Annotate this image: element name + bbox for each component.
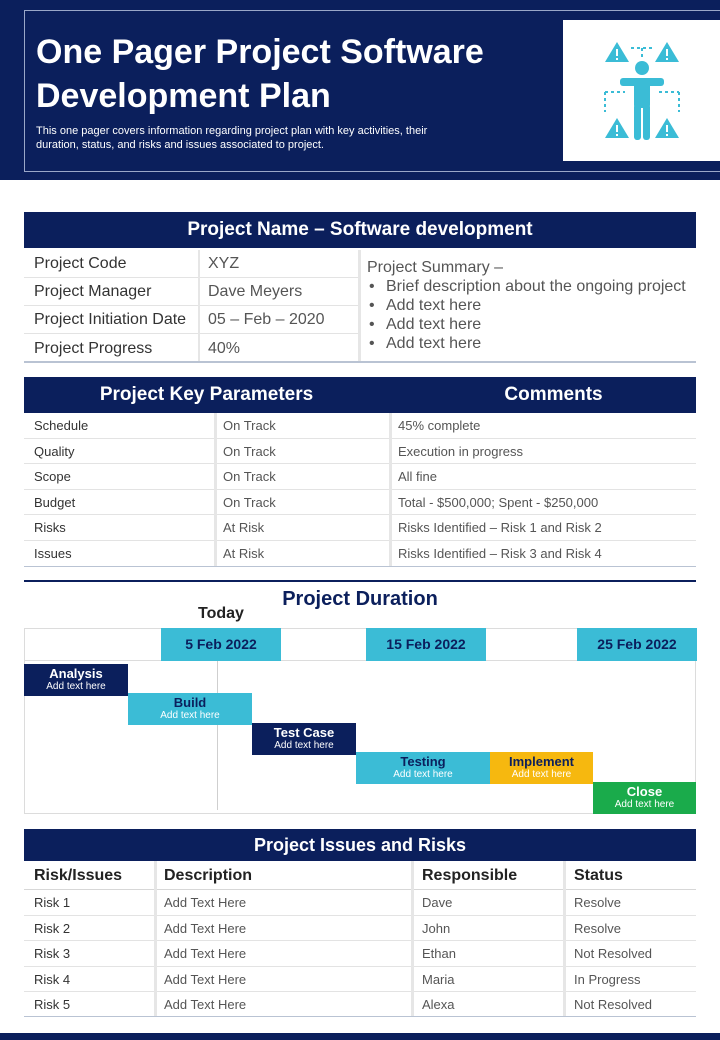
param-status: At Risk bbox=[223, 545, 265, 561]
param-comment: 45% complete bbox=[398, 418, 481, 433]
project-row bbox=[24, 306, 360, 334]
param-status: At Risk bbox=[223, 520, 265, 535]
table-row bbox=[24, 413, 696, 439]
risk-status: Resolve bbox=[574, 920, 621, 936]
project-row-value: Dave Meyers bbox=[208, 283, 303, 300]
project-summary-list bbox=[367, 277, 697, 353]
risk-status: Not Resolved bbox=[574, 997, 653, 1012]
logo-panel bbox=[563, 20, 720, 161]
duration-title: Project Duration bbox=[282, 588, 438, 610]
task-name: Testing bbox=[400, 754, 446, 769]
key-parameters-title: Project Key Parameters bbox=[99, 384, 314, 405]
divider bbox=[24, 566, 696, 567]
risk-description: Add Text Here bbox=[164, 895, 247, 910]
param-comment: All fine bbox=[398, 469, 438, 484]
column-divider bbox=[563, 861, 566, 1017]
risk-id: Risk 4 bbox=[34, 971, 71, 987]
column-header: Responsible bbox=[422, 867, 518, 884]
key-parameters-header bbox=[24, 377, 696, 413]
column-header: Risk/Issues bbox=[34, 867, 123, 884]
param-name: Schedule bbox=[34, 418, 89, 433]
column-divider bbox=[389, 413, 392, 567]
project-row bbox=[24, 335, 360, 363]
table-row bbox=[24, 541, 696, 567]
issues-risks-header: Project Issues and Risks bbox=[24, 829, 696, 861]
table-row bbox=[24, 464, 696, 490]
page-title: One Pager Project Software Development Plan bbox=[36, 33, 484, 115]
table-row bbox=[24, 992, 696, 1018]
divider bbox=[24, 361, 696, 363]
column-divider bbox=[411, 861, 414, 1017]
project-row-value: XYZ bbox=[208, 255, 240, 272]
task-note: Add text here bbox=[393, 769, 453, 780]
column-header: Description bbox=[164, 867, 253, 884]
today-marker bbox=[217, 660, 218, 810]
task-close bbox=[593, 782, 696, 814]
column-divider bbox=[358, 250, 361, 362]
task-note: Add text here bbox=[160, 710, 220, 721]
risk-id: Risk 2 bbox=[34, 920, 71, 936]
risk-responsible: Ethan bbox=[422, 946, 456, 961]
risk-id: Risk 5 bbox=[34, 997, 71, 1012]
project-summary bbox=[367, 258, 697, 353]
task-test-case bbox=[252, 723, 356, 755]
risk-description: Add Text Here bbox=[164, 946, 247, 961]
project-row bbox=[24, 278, 360, 306]
task-name: Test Case bbox=[273, 725, 335, 740]
task-name: Close bbox=[626, 784, 663, 799]
table-header bbox=[24, 861, 696, 890]
param-name: Risks bbox=[34, 520, 66, 535]
project-summary-title: Project Summary – bbox=[367, 259, 504, 276]
param-comment: Total - $500,000; Spent - $250,000 bbox=[398, 494, 599, 510]
risk-status: Resolve bbox=[574, 895, 621, 910]
risk-responsible: Dave bbox=[422, 895, 453, 910]
param-comment: Risks Identified – Risk 3 and Risk 4 bbox=[398, 545, 602, 561]
table-row bbox=[24, 941, 696, 967]
risk-id: Risk 1 bbox=[34, 895, 71, 910]
param-comment: Execution in progress bbox=[398, 443, 524, 459]
list-item: • Add text here bbox=[367, 296, 697, 315]
column-header: Status bbox=[574, 867, 623, 884]
table-row bbox=[24, 439, 696, 465]
page-subtitle: This one pager covers information regarding project plan with key activities, their duration, status, and risks and issues associated to project. bbox=[36, 125, 428, 151]
date-marker: 25 Feb 2022 bbox=[577, 628, 697, 661]
risk-status: Not Resolved bbox=[574, 946, 653, 961]
param-status: On Track bbox=[223, 469, 276, 484]
param-name: Issues bbox=[34, 545, 72, 561]
risk-id: Risk 3 bbox=[34, 946, 71, 961]
table-row bbox=[24, 916, 696, 942]
column-divider bbox=[154, 861, 157, 1017]
divider bbox=[24, 580, 696, 582]
task-note: Add text here bbox=[274, 740, 334, 751]
risk-responsible: Maria bbox=[422, 971, 455, 987]
risk-description: Add Text Here bbox=[164, 920, 247, 936]
param-status: On Track bbox=[223, 443, 276, 459]
list-item: • Add text here bbox=[367, 315, 697, 334]
risk-description: Add Text Here bbox=[164, 997, 247, 1012]
task-name: Implement bbox=[508, 754, 574, 769]
task-note: Add text here bbox=[46, 681, 106, 692]
risk-responsible: Alexa bbox=[422, 997, 455, 1012]
person-measurement-warning-icon bbox=[595, 38, 689, 144]
date-marker: 5 Feb 2022 bbox=[161, 628, 281, 661]
task-name: Build bbox=[173, 695, 207, 710]
list-item: • Add text here bbox=[367, 334, 697, 353]
table-row bbox=[24, 490, 696, 516]
project-row-label: Project Initiation Date bbox=[34, 311, 187, 328]
task-build bbox=[128, 693, 252, 725]
list-item: • Brief description about the ongoing project bbox=[367, 277, 697, 296]
param-status: On Track bbox=[223, 494, 276, 510]
project-row bbox=[24, 250, 360, 278]
table-row bbox=[24, 967, 696, 993]
risk-description: Add Text Here bbox=[164, 971, 247, 987]
project-name-header: Project Name – Software development bbox=[24, 212, 696, 248]
param-name: Budget bbox=[34, 494, 76, 510]
task-name: Analysis bbox=[49, 666, 103, 681]
column-divider bbox=[198, 250, 200, 362]
task-implement bbox=[490, 752, 593, 784]
project-row-value: 40% bbox=[208, 340, 241, 357]
param-name: Scope bbox=[34, 469, 71, 484]
project-row-value: 05 – Feb – 2020 bbox=[208, 311, 325, 328]
table-row bbox=[24, 890, 696, 916]
table-row bbox=[24, 515, 696, 541]
task-analysis bbox=[24, 664, 128, 696]
project-row-label: Project Code bbox=[34, 255, 127, 272]
column-divider bbox=[214, 413, 217, 567]
task-testing bbox=[356, 752, 490, 784]
risk-status: In Progress bbox=[574, 971, 641, 987]
param-name: Quality bbox=[34, 443, 75, 459]
footer-bar bbox=[0, 1033, 720, 1040]
divider bbox=[24, 1016, 696, 1017]
param-status: On Track bbox=[223, 418, 276, 433]
task-note: Add text here bbox=[511, 769, 572, 780]
risk-responsible: John bbox=[422, 920, 451, 936]
task-note: Add text here bbox=[614, 799, 675, 810]
date-marker: 15 Feb 2022 bbox=[366, 628, 486, 661]
project-row-label: Project Progress bbox=[34, 340, 153, 357]
comments-title: Comments bbox=[504, 384, 603, 405]
project-row-label: Project Manager bbox=[34, 283, 152, 300]
param-comment: Risks Identified – Risk 1 and Risk 2 bbox=[398, 520, 602, 535]
today-label: Today bbox=[198, 605, 244, 622]
